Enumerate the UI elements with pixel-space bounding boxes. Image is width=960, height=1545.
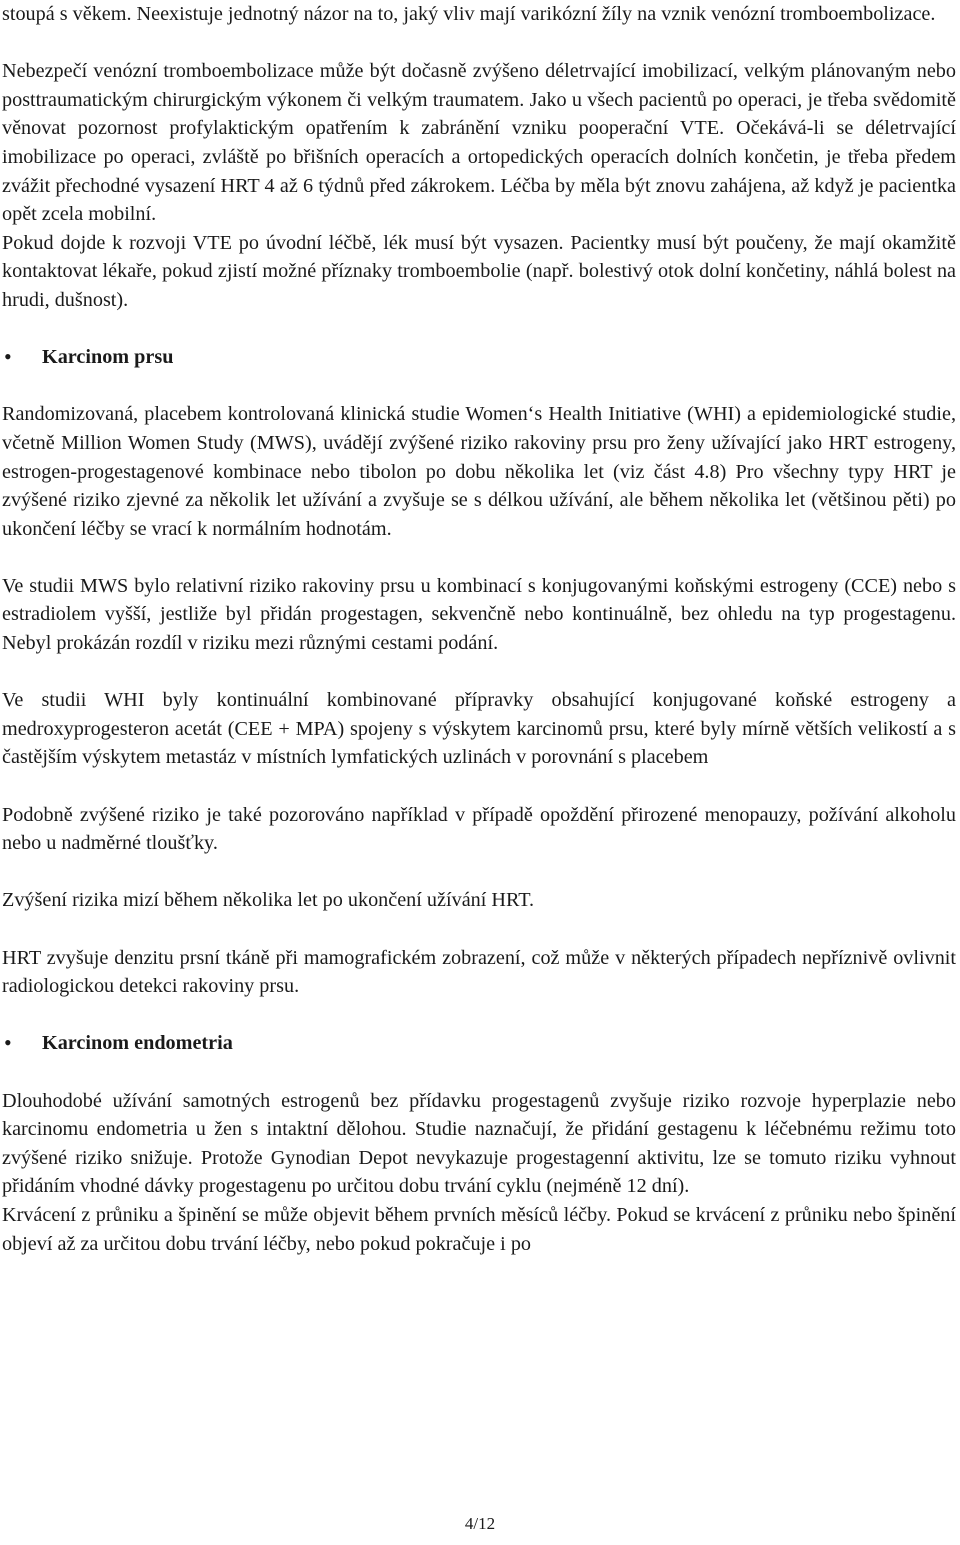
paragraph-breast-3: Ve studii WHI byly kontinuální kombinované přípravky obsahující konjugované koňské estrogeny a medroxyprogesteron acetát (CEE + MPA) spojeny s výskytem karcinomů prsu, které byly mírně větších velikostí a s častějším výskytem metastáz v místních lymfatických uzlinách v porovnání s placebem <box>2 689 956 769</box>
spacer <box>2 543 956 572</box>
paragraph-breast-4: Podobně zvýšené riziko je také pozorováno například v případě opoždění přirozené menopauzy, požívání alkoholu nebo u nadměrné tloušťky. <box>2 803 956 855</box>
heading-text: Karcinom endometria <box>42 1032 233 1055</box>
spacer <box>2 915 956 944</box>
paragraph-breast-2: Ve studii MWS bylo relativní riziko rakoviny prsu u kombinací s konjugovanými koňskými estrogeny (CCE) nebo s estradiolem vyšší, jestliže byl přidán progestagen, sekvenčně nebo kontinuálně, bez ohledu na typ progestagenu. Nebyl prokázán rozdíl v riziku mezi různými cestami podání. <box>2 574 956 655</box>
paragraph-endometrium-2: Krvácení z průniku a špinění se může objevit během prvních měsíců léčby. Pokud se krvácení z průniku nebo špinění objeví až za určitou dobu trvání léčby, nebo pokud pokračuje i po <box>2 1203 956 1255</box>
paragraph-breast-5: Zvýšení rizika mizí během několika let po ukončení užívání HRT. <box>2 889 535 912</box>
spacer <box>2 1058 956 1087</box>
spacer <box>2 29 956 58</box>
spacer <box>2 372 956 401</box>
spacer <box>2 315 956 344</box>
spacer <box>2 658 956 687</box>
paragraph-breast-6: HRT zvyšuje denzitu prsní tkáně při mamografickém zobrazení, což může v některých případech nepříznivě ovlivnit radiologickou detekci rakoviny prsu. <box>2 946 956 998</box>
spacer <box>2 772 956 801</box>
spacer <box>2 1001 956 1030</box>
paragraph-vte-treatment: Pokud dojde k rozvoji VTE po úvodní léčbě, lék musí být vysazen. Pacientky musí být poučeny, že mají okamžitě kontaktovat lékaře, pokud zjistí možné příznaky tromboembolie (např. bolestivý otok dolní končetiny, náhlá bolest na hrudi, dušnost). <box>2 231 956 311</box>
document-page <box>2 0 956 1258</box>
heading-text: Karcinom prsu <box>42 345 174 368</box>
paragraph-vte-risk: Nebezpečí venózní tromboembolizace může být dočasně zvýšeno déletrvající imobilizací, velkým plánovaným nebo posttraumatickým chirurgickým výkonem či velkým traumatem. Jako u všech pacientů po operaci, je třeba svědomitě věnovat pozornost profylaktickým opatřením k zabránění vzniku pooperační VTE. Očekává-li se déletrvající imobilizace po operaci, zvláště po břišních operacích a ortopedických operacích dolních končetin, je třeba předem zvážit přechodné vysazení HRT 4 až 6 týdnů před zákrokem. Léčba by měla být znovu zahájena, až když je pacientka opět zcela mobilní. <box>2 60 956 226</box>
page-number: 4/12 <box>464 1514 496 1533</box>
paragraph-endometrium-1: Dlouhodobé užívání samotných estrogenů bez přídavku progestagenů zvyšuje riziko rozvoje hyperplazie nebo karcinomu endometria u žen s intaktní dělohou. Studie naznačují, že přidání gestagenu k léčebnému režimu toto zvýšené riziko snižuje. Protože Gynodian Depot nevykazuje progestagenní aktivitu, lze se tomuto riziku vyhnout přidáním vhodné dávky progestagenu po určitou dobu trvání cyklu (nejméně 12 dní). <box>2 1089 956 1198</box>
spacer <box>2 858 956 887</box>
bullet-icon: • <box>4 344 12 370</box>
section-heading-endometrial-cancer <box>2 1029 956 1058</box>
section-heading-breast-cancer <box>2 343 956 372</box>
bullet-icon: • <box>4 1030 12 1056</box>
paragraph-breast-1: Randomizovaná, placebem kontrolovaná klinická studie Women‘s Health Initiative (WHI) a epidemiologické studie, včetně Million Women Study (MWS), uvádějí zvýšené riziko rakoviny prsu pro ženy užívající jako HRT estrogeny, estrogen-progestagenové kombinace nebo tibolon po dobu několika let (viz část 4.8) Pro všechny typy HRT je zvýšené riziko zjevné za několik let užívání a zvyšuje se s délkou užívání, ale během několika let (většinou pěti) po ukončení léčby se vrací k normálním hodnotám. <box>2 403 956 540</box>
paragraph-intro: stoupá s věkem. Neexistuje jednotný názor na to, jaký vliv mají varikózní žíly na vznik venózní tromboembolizace. <box>2 3 936 25</box>
